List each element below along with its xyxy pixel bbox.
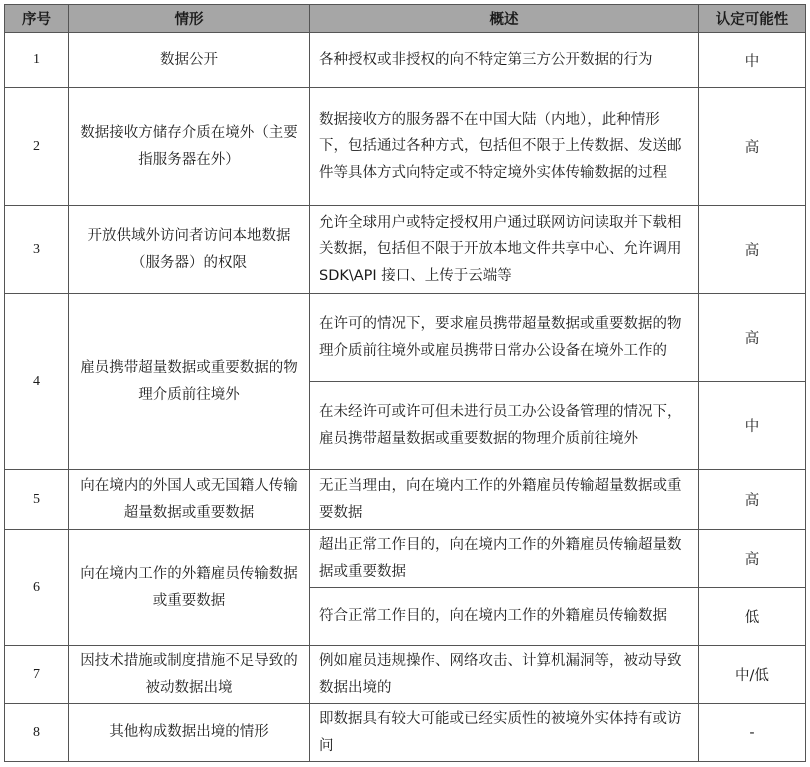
table-row bbox=[5, 530, 806, 588]
row-likelihood: 高 bbox=[699, 530, 806, 588]
row-description: 各种授权或非授权的向不特定第三方公开数据的行为 bbox=[310, 33, 699, 88]
header-likelihood: 认定可能性 bbox=[699, 5, 806, 33]
row-likelihood: 高 bbox=[699, 294, 806, 382]
row-likelihood: 高 bbox=[699, 470, 806, 530]
data-export-table bbox=[4, 4, 806, 762]
row-description: 在未经许可或许可但未进行员工办公设备管理的情况下，雇员携带超量数据或重要数据的物理介质前往境外 bbox=[310, 382, 699, 470]
row-num: 6 bbox=[5, 530, 69, 646]
row-num: 2 bbox=[5, 88, 69, 206]
row-likelihood: 高 bbox=[699, 88, 806, 206]
row-situation: 向在境内工作的外籍雇员传输数据或重要数据 bbox=[69, 530, 310, 646]
table-row bbox=[5, 646, 806, 704]
row-description: 符合正常工作目的，向在境内工作的外籍雇员传输数据 bbox=[310, 588, 699, 646]
table-row bbox=[5, 206, 806, 294]
row-description: 无正当理由，向在境内工作的外籍雇员传输超量数据或重要数据 bbox=[310, 470, 699, 530]
row-description: 在许可的情况下，要求雇员携带超量数据或重要数据的物理介质前往境外或雇员携带日常办公设备在境外工作的 bbox=[310, 294, 699, 382]
row-num: 5 bbox=[5, 470, 69, 530]
row-situation: 向在境内的外国人或无国籍人传输超量数据或重要数据 bbox=[69, 470, 310, 530]
row-description: 数据接收方的服务器不在中国大陆（内地），此种情形下，包括通过各种方式，包括但不限于上传数据、发送邮件等具体方式向特定或不特定境外实体传输数据的过程 bbox=[310, 88, 699, 206]
row-num: 8 bbox=[5, 704, 69, 762]
row-likelihood: - bbox=[699, 704, 806, 762]
header-row bbox=[5, 5, 806, 33]
row-num: 1 bbox=[5, 33, 69, 88]
row-description: 例如雇员违规操作、网络攻击、计算机漏洞等，被动导致数据出境的 bbox=[310, 646, 699, 704]
table-row bbox=[5, 294, 806, 382]
table-row bbox=[5, 470, 806, 530]
row-likelihood: 高 bbox=[699, 206, 806, 294]
table-row bbox=[5, 88, 806, 206]
row-description: 即数据具有较大可能或已经实质性的被境外实体持有或访问 bbox=[310, 704, 699, 762]
header-num: 序号 bbox=[5, 5, 69, 33]
row-num: 3 bbox=[5, 206, 69, 294]
header-description: 概述 bbox=[310, 5, 699, 33]
row-situation: 开放供域外访问者访问本地数据（服务器）的权限 bbox=[69, 206, 310, 294]
row-situation: 数据接收方储存介质在境外（主要指服务器在外） bbox=[69, 88, 310, 206]
row-likelihood: 中 bbox=[699, 382, 806, 470]
row-num: 4 bbox=[5, 294, 69, 470]
row-likelihood: 低 bbox=[699, 588, 806, 646]
row-situation: 因技术措施或制度措施不足导致的被动数据出境 bbox=[69, 646, 310, 704]
table-row bbox=[5, 33, 806, 88]
row-likelihood: 中 bbox=[699, 33, 806, 88]
row-num: 7 bbox=[5, 646, 69, 704]
row-description: 允许全球用户或特定授权用户通过联网访问读取并下载相关数据，包括但不限于开放本地文件共享中心、允许调用 SDK\API 接口、上传于云端等 bbox=[310, 206, 699, 294]
row-description: 超出正常工作目的，向在境内工作的外籍雇员传输超量数据或重要数据 bbox=[310, 530, 699, 588]
row-likelihood: 中/低 bbox=[699, 646, 806, 704]
header-situation: 情形 bbox=[69, 5, 310, 33]
row-situation: 雇员携带超量数据或重要数据的物理介质前往境外 bbox=[69, 294, 310, 470]
table-row bbox=[5, 704, 806, 762]
row-situation: 其他构成数据出境的情形 bbox=[69, 704, 310, 762]
row-situation: 数据公开 bbox=[69, 33, 310, 88]
